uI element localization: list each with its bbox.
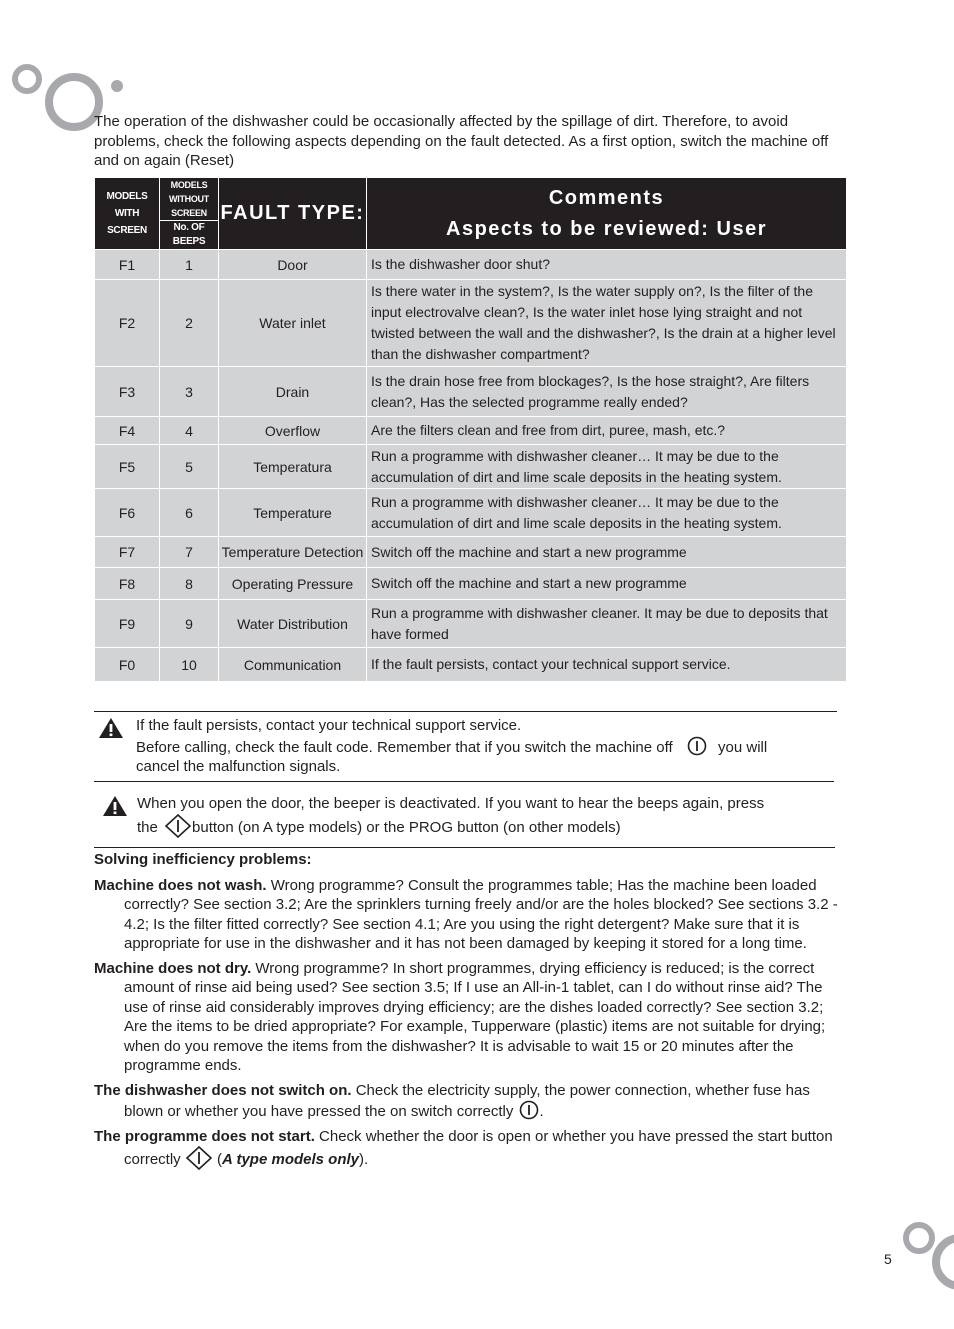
paragraph-body: Wrong programme? In short programmes, drying efficiency is reduced; is the correct amount of rinse aid being used? See section 3.5; If I use an All-in-1 tablet, can I do without rinse aid? The use of rinse aid considerably improves drying efficiency; are the dishes loaded correctly? See section 3.2; Are the items to be dried appropriate? For example, Tupperware (plastic) items are not suitable for drying; when do you remove the items from the dishwasher? It is advisable to wait 15 or 20 minutes after the programme ends. bbox=[124, 959, 826, 1074]
warning-beeper-notice bbox=[94, 794, 836, 840]
comment-cell: Switch off the machine and start a new programme bbox=[367, 568, 847, 600]
warning-line-part: button (on A type models) or the PROG button (on other models) bbox=[192, 818, 621, 836]
start-diamond-icon bbox=[185, 1146, 213, 1170]
comment-cell: Is the dishwasher door shut? bbox=[367, 250, 847, 280]
beeps-cell: 4 bbox=[160, 417, 219, 445]
table-row bbox=[95, 367, 847, 417]
warning-line: If the fault persists, contact your technical support service. bbox=[136, 717, 522, 734]
fault-code-cell: F2 bbox=[95, 280, 160, 367]
divider bbox=[94, 847, 835, 848]
comment-cell: Is there water in the system?, Is the water supply on?, Is the filter of the input electrovalve clean?, Is the water inlet hose lying straight and not twisted between the wall and the dishwasher?, Is the drain at a higher level than the dishwasher compartment? bbox=[367, 280, 847, 367]
header-no-of-beeps: No. OF BEEPS bbox=[160, 221, 219, 250]
warning-line bbox=[137, 814, 764, 838]
fault-code-cell: F8 bbox=[95, 568, 160, 600]
fault-type-cell: Water inlet bbox=[219, 280, 367, 367]
fault-code-cell: F3 bbox=[95, 367, 160, 417]
power-icon bbox=[518, 1100, 540, 1120]
fault-code-table bbox=[94, 177, 847, 682]
fault-code-cell: F7 bbox=[95, 537, 160, 568]
warning-text bbox=[136, 716, 767, 777]
warning-line-part: the bbox=[137, 818, 158, 836]
fault-type-cell: Door bbox=[219, 250, 367, 280]
fault-code-cell: F5 bbox=[95, 445, 160, 489]
fault-code-cell: F1 bbox=[95, 250, 160, 280]
beeps-cell: 2 bbox=[160, 280, 219, 367]
solving-section bbox=[94, 850, 838, 1175]
paragraph-not-dry bbox=[94, 959, 838, 1076]
paragraph-body: ). bbox=[359, 1151, 369, 1168]
beeps-cell: 8 bbox=[160, 568, 219, 600]
fault-code-cell: F0 bbox=[95, 648, 160, 682]
table-row bbox=[95, 648, 847, 682]
table-row bbox=[95, 537, 847, 568]
beeps-cell: 5 bbox=[160, 445, 219, 489]
paragraph-title: Machine does not wash. bbox=[94, 876, 267, 894]
power-icon bbox=[686, 736, 708, 756]
paragraph-body: Check whether the door is open or whether you have pressed the start button correctly bbox=[124, 1127, 833, 1168]
beeps-cell: 6 bbox=[160, 489, 219, 537]
paragraph-body: Check the electricity supply, the power connection, whether fuse has blown or whether you have pressed the on switch correctly bbox=[124, 1081, 810, 1120]
paragraph-body: Wrong programme? Consult the programmes table; Has the machine been loaded correctly? See section 3.2; Are the sprinklers turning freely and/or are the holes blocked? See sections 3.2 - 4.2; Is the filter fitted correctly? See section 4.1; Are you using the right detergent? Make sure that it is appropriate for use in the dishwasher and it has not been damaged by keeping it stored for a long time. bbox=[124, 876, 838, 952]
beeps-cell: 3 bbox=[160, 367, 219, 417]
page-number: 5 bbox=[884, 1251, 892, 1267]
beeps-cell: 9 bbox=[160, 600, 219, 648]
fault-type-cell: Temperature bbox=[219, 489, 367, 537]
warning-line: cancel the malfunction signals. bbox=[136, 758, 341, 775]
fault-type-cell: Temperature Detection bbox=[219, 537, 367, 568]
fault-type-cell: Temperatura bbox=[219, 445, 367, 489]
beeps-cell: 10 bbox=[160, 648, 219, 682]
comment-cell: Are the filters clean and free from dirt, puree, mash, etc.? bbox=[367, 417, 847, 445]
beeps-cell: 1 bbox=[160, 250, 219, 280]
paragraph-body: ( bbox=[212, 1151, 223, 1168]
table-row bbox=[95, 280, 847, 367]
warning-line bbox=[136, 736, 767, 758]
solving-heading: Solving inefficiency problems: bbox=[94, 851, 312, 868]
warning-icon bbox=[102, 795, 128, 817]
warning-line-part: Before calling, check the fault code. Remember that if you switch the machine off bbox=[136, 738, 673, 756]
warning-line-part: you will bbox=[718, 738, 768, 756]
fault-type-cell: Overflow bbox=[219, 417, 367, 445]
header-aspects-reviewed: Aspects to be reviewed: User bbox=[446, 217, 767, 240]
paragraph-title: The dishwasher does not switch on. bbox=[94, 1081, 352, 1099]
table-row bbox=[95, 489, 847, 537]
fault-code-cell: F6 bbox=[95, 489, 160, 537]
warning-reset-notice bbox=[94, 716, 836, 776]
divider bbox=[94, 781, 834, 782]
paragraph-emphasis: A type models only bbox=[222, 1151, 360, 1168]
comment-cell: Run a programme with dishwasher cleaner… It may be due to the accumulation of dirt and lime scale deposits in the heating system. bbox=[367, 489, 847, 537]
fault-code-cell: F4 bbox=[95, 417, 160, 445]
fault-type-cell: Water Distribution bbox=[219, 600, 367, 648]
header-models-without-screen: MODELS WITHOUT SCREEN bbox=[160, 178, 219, 221]
table-row bbox=[95, 417, 847, 445]
warning-text bbox=[137, 794, 764, 838]
paragraph-body: . bbox=[539, 1103, 544, 1120]
start-diamond-icon bbox=[164, 814, 192, 838]
warning-icon bbox=[98, 717, 124, 739]
header-fault-type: FAULT TYPE: bbox=[219, 178, 367, 250]
comment-cell: Is the drain hose free from blockages?, Is the hose straight?, Are filters clean?, Has the selected programme really ended? bbox=[367, 367, 847, 417]
paragraph-title: The programme does not start. bbox=[94, 1127, 315, 1145]
table-row bbox=[95, 568, 847, 600]
intro-text: The operation of the dishwasher could be occasionally affected by the spillage of dirt. Therefore, to avoid problems, check the following aspects depending on the fault detected. As a first option, switch the machine off and on again (Reset) bbox=[94, 113, 829, 169]
comment-cell: Switch off the machine and start a new programme bbox=[367, 537, 847, 568]
fault-code-cell: F9 bbox=[95, 600, 160, 648]
header-models-with-screen: MODELS WITH SCREEN bbox=[95, 178, 160, 250]
fault-type-cell: Operating Pressure bbox=[219, 568, 367, 600]
header-comments-title: Comments bbox=[548, 186, 665, 209]
header-comments bbox=[367, 178, 847, 250]
paragraph-not-start bbox=[94, 1127, 838, 1171]
fault-type-cell: Communication bbox=[219, 648, 367, 682]
comment-cell: Run a programme with dishwasher cleaner… It may be due to the accumulation of dirt and lime scale deposits in the heating system. bbox=[367, 445, 847, 489]
beeps-cell: 7 bbox=[160, 537, 219, 568]
divider bbox=[94, 711, 837, 712]
comment-cell: Run a programme with dishwasher cleaner. It may be due to deposits that have formed bbox=[367, 600, 847, 648]
comment-cell: If the fault persists, contact your technical support service. bbox=[367, 648, 847, 682]
table-row bbox=[95, 600, 847, 648]
paragraph-not-wash bbox=[94, 876, 838, 954]
paragraph-not-switch-on bbox=[94, 1081, 838, 1122]
decorative-circles-icon bbox=[900, 1216, 954, 1290]
warning-line: When you open the door, the beeper is deactivated. If you want to hear the beeps again, press bbox=[137, 795, 765, 812]
table-row bbox=[95, 445, 847, 489]
fault-type-cell: Drain bbox=[219, 367, 367, 417]
paragraph-title: Machine does not dry. bbox=[94, 959, 252, 977]
table-row bbox=[95, 250, 847, 280]
